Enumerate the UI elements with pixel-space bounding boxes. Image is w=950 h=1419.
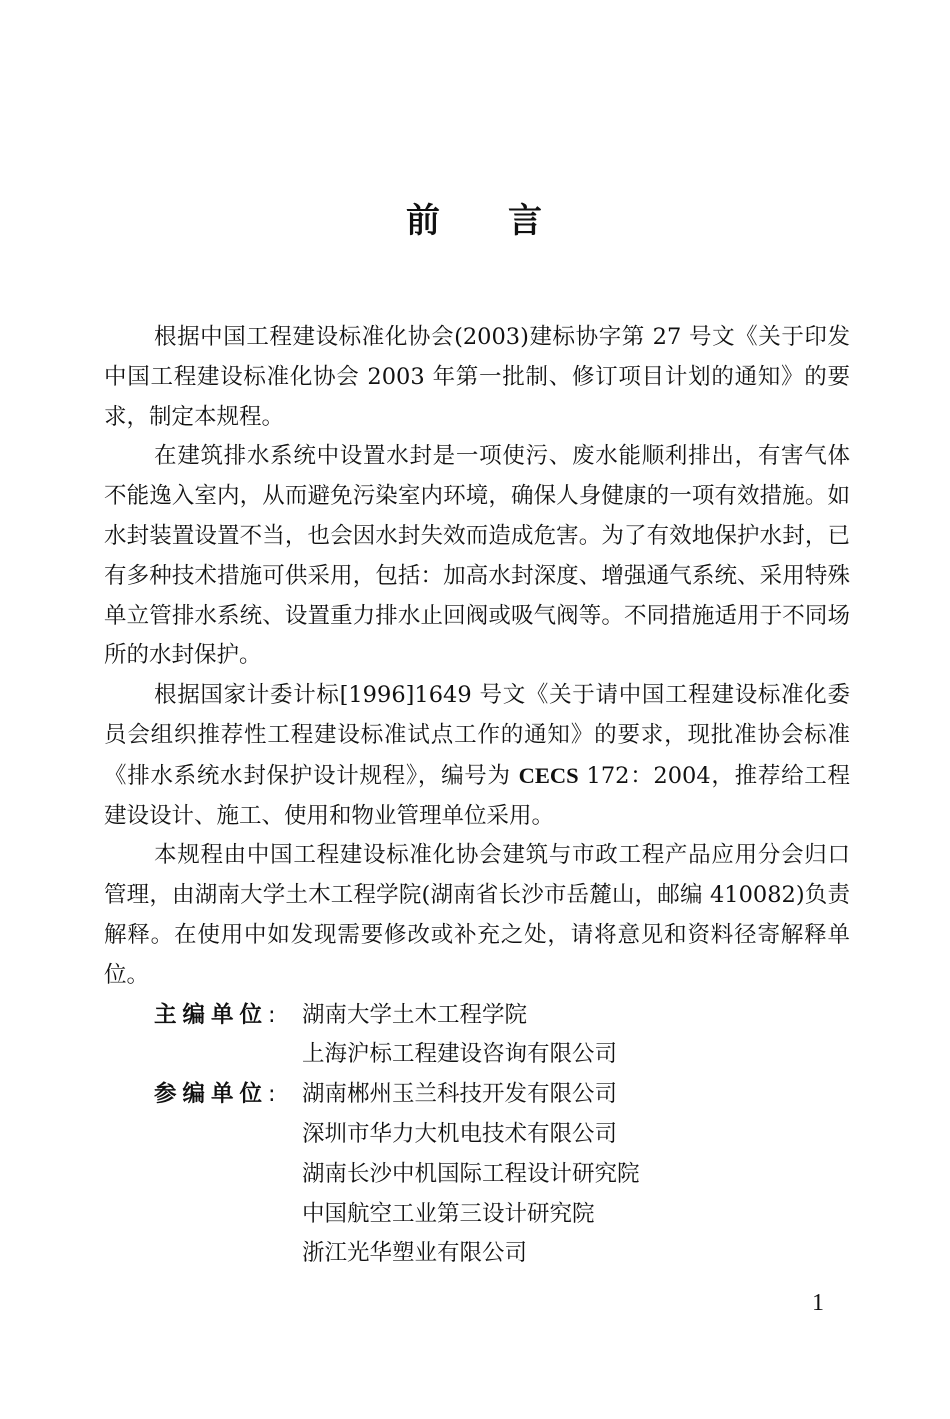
paragraph-2: 在建筑排水系统中设置水封是一项使污、废水能顺利排出，有害气体不能逸入室内，从而避免污染室内环境，确保人身健康的一项有效措施。如水封装置设置不当，也会因水封失效而造成危害。为了有效地保护水封，已有多种技术措施可供采用，包括：加高水封深度、增强通气系统、采用特殊单立管排水系统、设置重力排水止回阀或吸气阀等。不同措施适用于不同场所的水封保护。 [104,443,850,669]
chief-editor-unit-2: 上海沪标工程建设咨询有限公司 [302,1041,618,1068]
title-char-2: 言 [508,201,544,241]
paragraph-4: 本规程由中国工程建设标准化协会建筑与市政工程产品应用分会归口管理，由湖南大学土木工程学院(湖南省长沙市岳麓山，邮编 410082)负责解释。在使用中如发现需要修改或补充之处，请将意见和资料径寄解释单位。 [104,842,850,988]
co-editor-unit-4: 中国航空工业第三设计研究院 [302,1200,595,1227]
standard-code: CECS [518,762,579,788]
co-editor-row [104,1234,850,1274]
chief-editor-unit-1: 湖南大学土木工程学院 [302,1001,528,1028]
chief-editor-row [104,1035,850,1075]
chief-editor-label: 主编单位: [154,1001,276,1028]
co-editor-unit-1: 湖南郴州玉兰科技开发有限公司 [302,1081,618,1108]
co-editor-row [104,1195,850,1235]
paragraph-3 [104,676,850,836]
preface-body [104,318,850,1274]
co-editor-unit-3: 湖南长沙中机国际工程设计研究院 [302,1160,640,1187]
co-editor-row [104,1155,850,1195]
co-editor-row [104,1115,850,1155]
page-number: 1 [812,1290,824,1316]
co-editor-row [104,1075,850,1115]
paragraph-1: 根据中国工程建设标准化协会(2003)建标协字第 27 号文《关于印发中国工程建设标准化协会 2003 年第一批制、修订项目计划的通知》的要求，制定本规程。 [104,324,850,430]
chief-editor-row [104,996,850,1036]
paragraph-3-text-b: 172：2004，推荐给工程建设设计、施工、使用和物业管理单位采用。 [104,762,851,829]
page-title [0,196,950,246]
co-editor-unit-2: 深圳市华力大机电技术有限公司 [302,1120,618,1147]
co-editor-label: 参编单位: [154,1081,276,1108]
title-char-1: 前 [406,201,442,241]
paragraph-3-text-a: 根据国家计委计标[1996]1649 号文《关于请中国工程建设标准化委员会组织推荐性工程建设标准试点工作的通知》的要求，现批准协会标准《排水系统水封保护设计规程》，编号为 [104,682,850,789]
co-editor-unit-5: 浙江光华塑业有限公司 [302,1240,528,1267]
editor-units [104,996,850,1275]
